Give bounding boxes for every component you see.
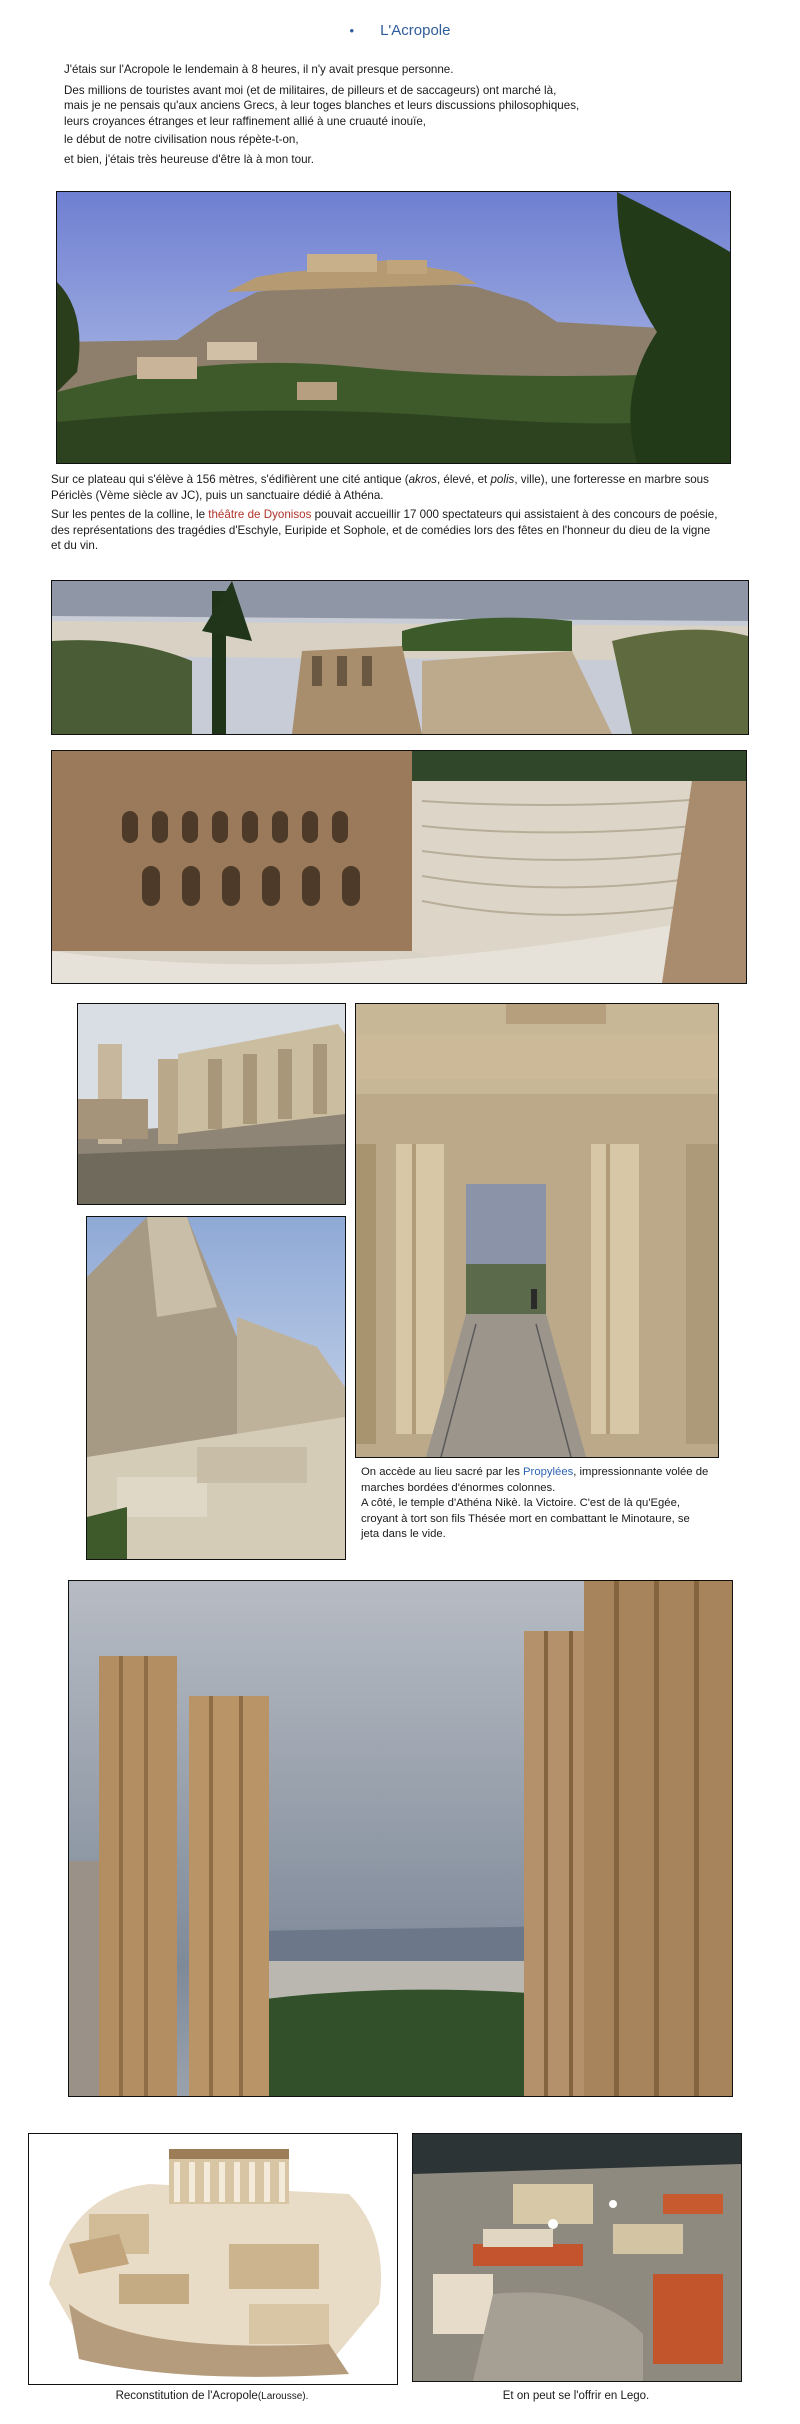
intro-line: le début de notre civilisation nous répète-t-on,: [64, 133, 299, 147]
intro-line: et bien, j'étais très heureuse d'être là à mon tour.: [64, 152, 314, 166]
intro-line: leurs croyances étranges et leur raffinement allié à une cruauté inouïe,: [64, 114, 426, 128]
plateau-text-segment: , élevé, et: [436, 473, 491, 486]
propylees-text-segment: On accède au lieu sacré par les: [361, 1466, 524, 1478]
caption-text: Reconstitution de l'Acropole: [115, 2390, 258, 2402]
propylees-text-2: A côté, le temple d'Athéna Nikè. la Victoire. C'est de là qu'Egée, croyant à tort son fils Thésée mort en combattant le Minotaure, se jeta dans le vide.: [361, 1497, 690, 1541]
propylees-paragraph: [361, 1465, 711, 1543]
propylees-link[interactable]: Propylées: [523, 1466, 574, 1478]
caption-source: (Larousse).: [257, 2391, 309, 2402]
propylees-text-1: [361, 1465, 711, 1496]
plateau-text-2: [51, 507, 723, 554]
acropolis-reconstruction-illustration: [28, 2133, 398, 2385]
acropolis-hill-panorama-photo: [56, 191, 731, 464]
intro-line: mais je ne pensais qu'aux anciens Grecs, à leur toges blanches et leurs discussions philosophiques,: [64, 99, 580, 113]
erechtheion-ruins-photo: [77, 1003, 346, 1205]
plateau-text-segment: Sur les pentes de la colline, le: [51, 508, 209, 522]
plateau-text-segment: , ville), une forteresse en marbre sous Périclès (Vème siècle av JC), puis un sanctuaire dédié à Athéna.: [51, 473, 709, 502]
reconstruction-caption: [28, 2390, 396, 2402]
propylaea-corner-photo: [86, 1216, 346, 1560]
intro-line: Des millions de touristes avant moi (et de militaires, de pilleurs et de saccageurs) ont marché là,: [64, 83, 557, 97]
intro-paragraph: [64, 62, 664, 168]
propylees-text-segment: , impressionnante volée de marches bordées d'énormes colonnes.: [361, 1466, 709, 1494]
odeon-herodes-atticus-view-photo: [51, 580, 749, 735]
greek-word-akros: akros: [408, 473, 437, 486]
plateau-text-1: [51, 472, 723, 503]
propylaea-gateway-photo: [355, 1003, 719, 1458]
title-bullet: •: [349, 23, 355, 38]
plateau-paragraph: [51, 472, 723, 554]
plateau-text-segment: Sur ce plateau qui s'élève à 156 mètres, s'édifièrent une cité antique (: [51, 473, 409, 486]
intro-line: J'étais sur l'Acropole le lendemain à 8 heures, il n'y avait presque personne.: [64, 63, 454, 76]
acropolis-lego-model-photo: [412, 2133, 742, 2382]
title-text: L'Acropole: [380, 22, 451, 39]
plateau-text-segment: pouvait accueillir 17 000 spectateurs qui assistaient à des concours de poésie, des représentations des tragédies d'Eschyle, Euripide et Sophole, et de comédies lors des fêtes en l'honneur du dieu de la vigne et du vin.: [51, 508, 718, 553]
page-title: [0, 22, 800, 39]
greek-word-polis: polis: [490, 473, 515, 486]
lego-caption: Et on peut se l'offrir en Lego.: [502, 2390, 650, 2402]
odeon-theatre-seats-photo: [51, 750, 747, 984]
theatre-dyonisos-link[interactable]: théâtre de Dyonisos: [208, 508, 312, 522]
columns-athens-view-photo: [68, 1580, 733, 2097]
